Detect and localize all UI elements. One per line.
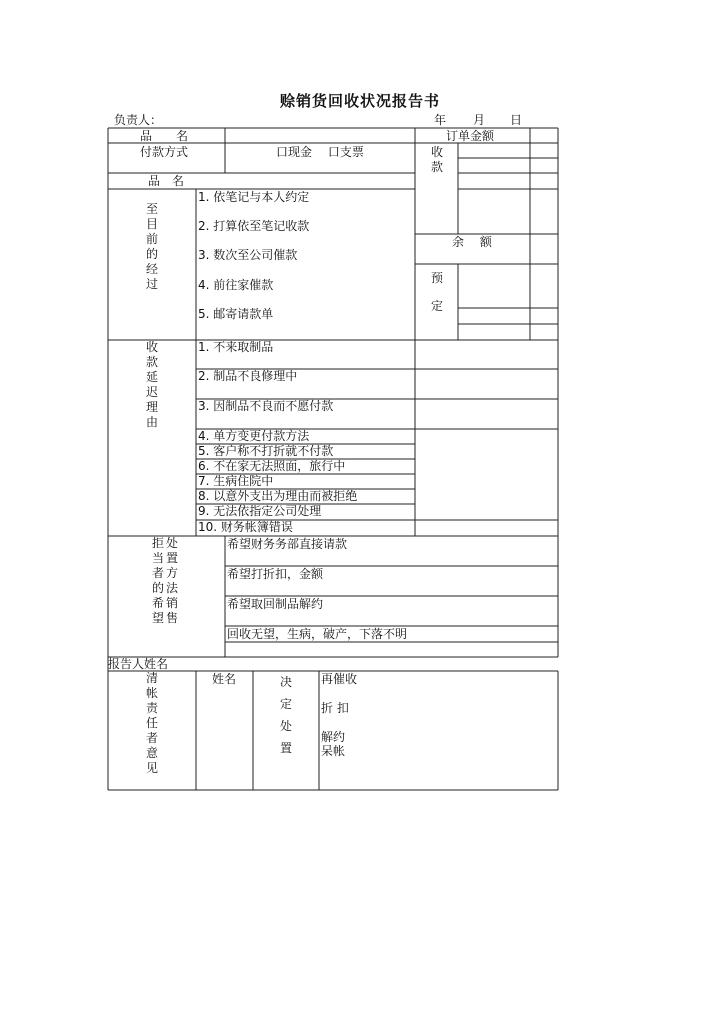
refusal-item: 希望打折扣，金额 [227, 567, 324, 581]
delay-reason-item: 3. 因制品不良而不愿付款 [198, 399, 334, 413]
page-title: 赊销货回收状况报告书 [279, 92, 440, 110]
delay-reason-item: 5. 客户称不打折就不付款 [198, 444, 334, 458]
process-item: 5. 邮寄请款单 [198, 307, 274, 321]
collected-label: 收款 [430, 145, 443, 174]
scheduled-label: 预定 [430, 271, 443, 313]
decision-option: 呆帐 [321, 744, 346, 758]
process-item: 2. 打算依至笔记收款 [198, 219, 310, 233]
process-item: 4. 前往家催款 [198, 278, 274, 292]
date-day-label: 日 [510, 113, 523, 127]
payment-options: 口现金 口支票 [276, 145, 364, 159]
delay-reason-item: 7. 生病住院中 [198, 474, 274, 488]
responsible-label: 负责人： [114, 113, 163, 127]
delay-reasons-label: 收款延迟理由 [145, 340, 158, 429]
process-label: 至目前的经过 [145, 202, 158, 291]
decision-option: 再催收 [321, 672, 358, 686]
process-item: 3. 数次至公司催款 [198, 248, 298, 262]
delay-reason-item: 9. 无法依指定公司处理 [198, 504, 322, 518]
refusal-label-col2: 处置方法销售 [165, 536, 178, 625]
product-name-label: 品 名 [140, 129, 189, 143]
date-year-label: 年 [434, 113, 447, 127]
refusal-item: 回收无望，生病，破产，下落不明 [227, 627, 408, 641]
reporter-name-label: 报告人姓名 [108, 657, 169, 671]
delay-reason-item: 6. 不在家无法照面，旅行中 [198, 459, 346, 473]
refusal-label-col1: 拒当者的希望 [151, 536, 164, 625]
balance-label: 余 额 [452, 235, 492, 249]
product-name-label-2: 品 名 [148, 174, 185, 188]
delay-reason-item: 2. 制品不良修理中 [198, 369, 298, 383]
delay-reason-item: 10. 财务帐簿错误 [198, 520, 293, 534]
delay-reason-item: 4. 单方变更付款方法 [198, 429, 310, 443]
refusal-item: 希望财务务部直接请款 [227, 537, 348, 551]
name-label: 姓名 [212, 672, 237, 686]
refusal-item: 希望取回制品解约 [227, 597, 324, 611]
delay-reason-item: 8. 以意外支出为理由而被拒绝 [198, 489, 358, 503]
decision-option: 解约 [321, 730, 346, 744]
decision-option: 折 扣 [321, 701, 349, 715]
responsibility-label: 清帐责任者意见 [145, 671, 158, 775]
date-month-label: 月 [473, 113, 486, 127]
decision-label: 决定处置 [279, 675, 292, 755]
process-item: 1. 依笔记与本人约定 [198, 190, 310, 204]
payment-method-label: 付款方式 [140, 145, 189, 159]
delay-reason-item: 1. 不来取制品 [198, 340, 274, 354]
order-amount-label: 订单金额 [446, 129, 495, 143]
